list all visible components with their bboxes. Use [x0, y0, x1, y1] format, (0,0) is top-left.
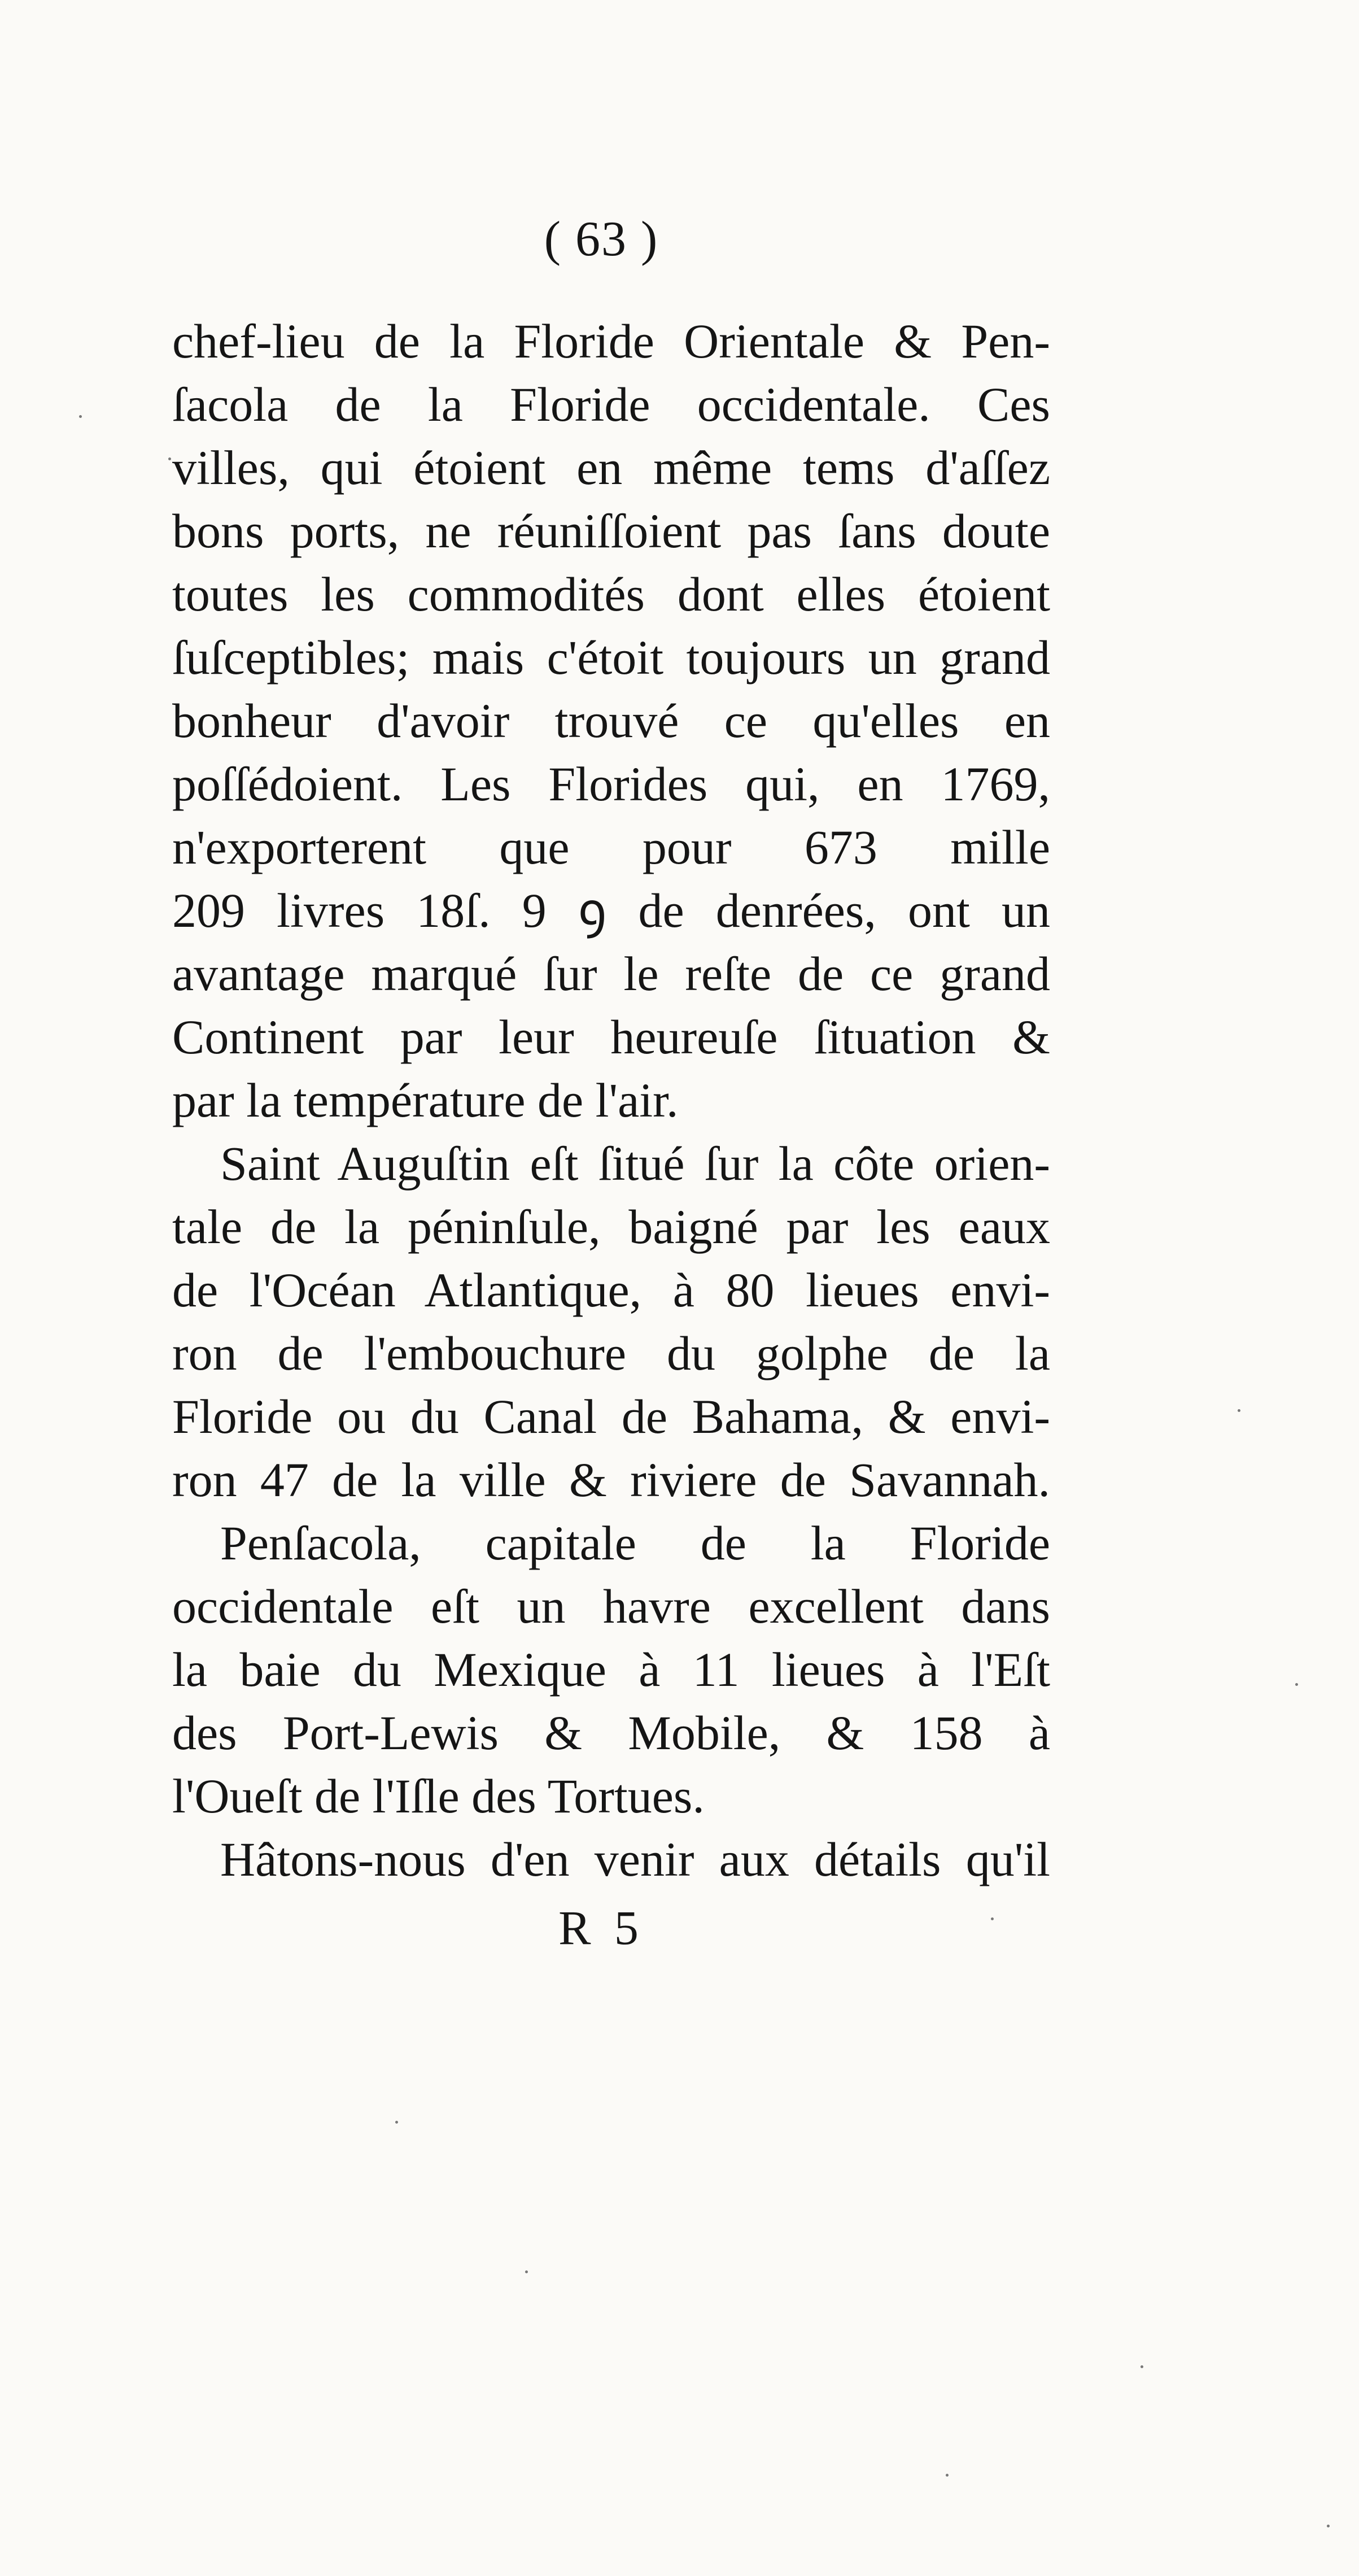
text-line: des Port-Lewis & Mobile, & 158 à	[172, 1706, 1050, 1760]
text-line: villes, qui étoient en même tems d'aſſez	[172, 441, 1050, 495]
text-line: ron de l'embouchure du golphe de la	[172, 1326, 1050, 1380]
text-line: la baie du Mexique à 11 lieues à l'Eſt	[172, 1642, 1050, 1697]
paper-speck	[1140, 2365, 1143, 2368]
signature-mark: R 5	[558, 1901, 644, 1955]
text-line: ron 47 de la ville & riviere de Savannah.	[172, 1453, 1050, 1507]
paper-speck	[991, 1917, 994, 1920]
paper-speck	[79, 415, 82, 418]
paper-speck	[168, 457, 171, 460]
text-line: occidentale eſt un havre excellent dans	[172, 1579, 1050, 1633]
page-number: ( 63 )	[544, 212, 659, 267]
paper-speck	[946, 2474, 949, 2477]
text-line: bons ports, ne réuniſſoient pas ſans doute	[172, 504, 1050, 558]
text-line: par la température de l'air.	[172, 1073, 679, 1127]
paper-speck	[525, 2270, 528, 2273]
text-line: n'exporterent que pour 673 mille	[172, 820, 1050, 874]
text-line: bonheur d'avoir trouvé ce qu'elles en	[172, 694, 1050, 748]
text-line: avantage marqué ſur le reſte de ce grand	[172, 947, 1050, 1001]
text-line: l'Oueſt de l'Iſle des Tortues.	[172, 1769, 705, 1823]
body-text	[172, 310, 1050, 1891]
text-line: ſuſceptibles; mais c'étoit toujours un grand	[172, 630, 1050, 685]
text-line: poſſédoient. Les Florides qui, en 1769,	[172, 757, 1050, 811]
text-line: toutes les commodités dont elles étoient	[172, 567, 1050, 621]
text-line: tale de la péninſule, baigné par les eaux	[172, 1200, 1050, 1254]
text-line: chef-lieu de la Floride Orientale & Pen-	[172, 314, 1050, 368]
paper-speck	[1295, 1683, 1298, 1686]
paper-speck	[395, 2121, 398, 2124]
text-line: Penſacola, capitale de la Floride	[220, 1516, 1050, 1570]
text-line: ſacola de la Floride occidentale. Ces	[172, 377, 1050, 431]
paper-speck	[1238, 1409, 1240, 1412]
text-line: Hâtons-nous d'en venir aux détails qu'il	[220, 1832, 1050, 1886]
text-line: Continent par leur heureuſe ſituation &	[172, 1010, 1050, 1064]
text-line: 209 livres 18ſ. 9 ꝯ de denrées, ont un	[172, 883, 1050, 938]
text-line: Saint Auguſtin eſt ſitué ſur la côte orien-	[220, 1136, 1050, 1191]
text-line: Floride ou du Canal de Bahama, & envi-	[172, 1389, 1050, 1444]
paper-speck	[1327, 2525, 1330, 2527]
text-line: de l'Océan Atlantique, à 80 lieues envi-	[172, 1263, 1050, 1317]
